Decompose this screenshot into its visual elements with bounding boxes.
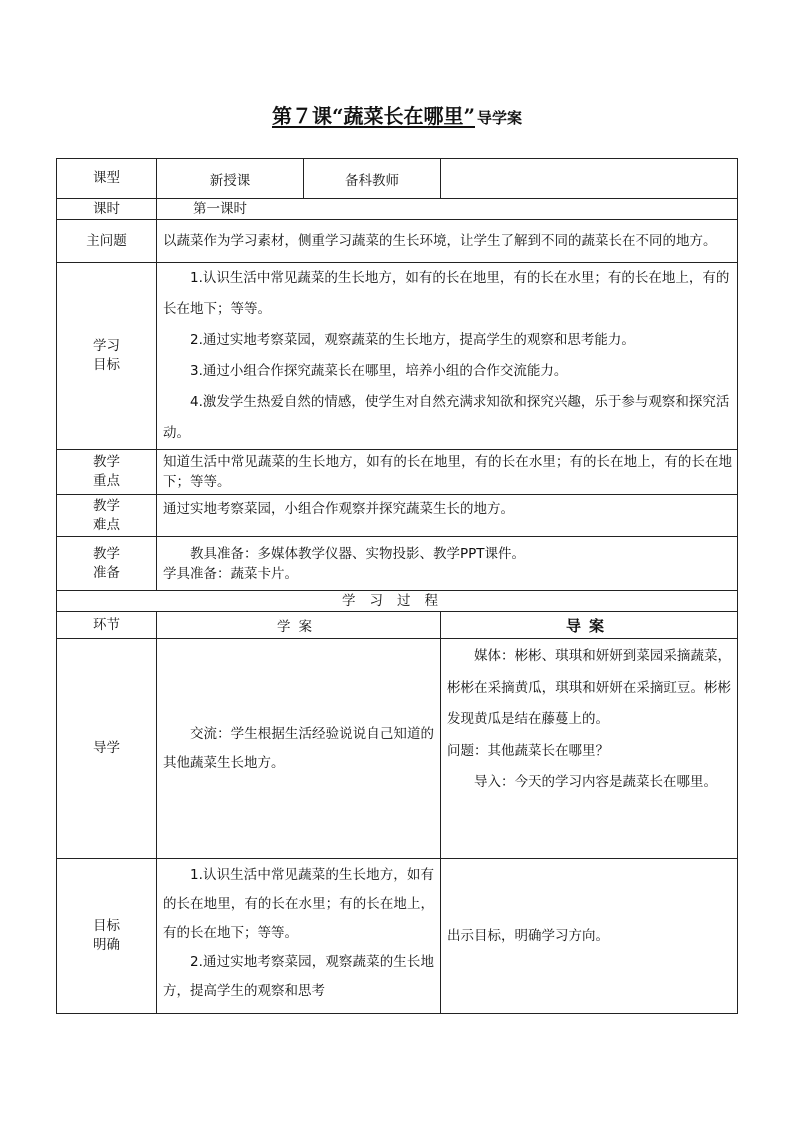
process-heading: 学习过程	[57, 591, 738, 612]
lesson-subtitle: 导学案	[477, 109, 523, 127]
guide-intro	[441, 639, 738, 859]
preparation-row	[57, 537, 738, 591]
lesson-plan-table	[56, 158, 738, 1014]
preparation-value	[157, 537, 738, 591]
difficulties-value: 通过实地考察菜园，小组合作观察并探究蔬菜生长的地方。	[157, 495, 738, 537]
preparation-label: 教学 准备	[57, 537, 157, 591]
theme-value: 以蔬菜作为学习素材，侧重学习蔬菜的生长环境，让学生了解到不同的蔬菜长在不同的地方。	[157, 220, 738, 263]
teacher-preparation: 教具准备：多媒体教学仪器、实物投影、教学PPT课件。	[190, 545, 526, 562]
difficulties-row	[57, 495, 738, 537]
goals-row	[57, 263, 738, 450]
guide-media: 媒体：彬彬、琪琪和妍妍到菜园采摘蔬菜，彬彬在采摘黄瓜，琪琪和妍妍在采摘豇豆。彬彬发现黄瓜是结在藤蔓上的。	[447, 648, 731, 727]
process-column-header-row	[57, 612, 738, 639]
teacher-value	[441, 159, 738, 199]
key-points-row	[57, 450, 738, 495]
difficulties-label: 教学 难点	[57, 495, 157, 537]
col-study-header: 学案	[157, 612, 441, 639]
goal-item: 2.通过实地考察菜园，观察蔬菜的生长地方，提高学生的观察和思考能力。	[190, 332, 635, 348]
study-goals: 1.认识生活中常见蔬菜的生长地方，如有的长在地里，有的长在水里；有的长在地上，有的长在地下；等等。 2.通过实地考察菜园，观察蔬菜的生长地方，提高学生的观察和思考	[157, 859, 441, 1014]
col-guide-header: 导案	[441, 612, 738, 639]
theme-label: 主问题	[57, 220, 157, 263]
stage-intro: 导学	[57, 639, 157, 859]
process-row-goals	[57, 859, 738, 1014]
goals-list	[157, 263, 738, 450]
goals-label: 学习 目标	[57, 263, 157, 450]
goal-item: 4.激发学生热爱自然的情感，使学生对自然充满求知欲和探究兴趣，乐于参与观察和探究活动。	[163, 394, 730, 441]
col-stage-header: 环节	[57, 612, 157, 639]
student-preparation: 学具准备：蔬菜卡片。	[163, 565, 298, 582]
info-row-period	[57, 199, 738, 220]
guide-question: 问题：其他蔬菜长在哪里？	[447, 742, 609, 759]
key-points-label: 教学 重点	[57, 450, 157, 495]
type-label: 课型	[57, 159, 157, 199]
lesson-title: 第７课“蔬菜长在哪里”	[271, 104, 475, 128]
study-intro: 交流：学生根据生活经验说说自己知道的其他蔬菜生长地方。	[157, 639, 441, 859]
process-heading-row	[57, 591, 738, 612]
info-row-theme	[57, 220, 738, 263]
guide-lead-in: 导入：今天的学习内容是蔬菜长在哪里。	[474, 774, 717, 790]
teacher-label: 备科教师	[304, 159, 441, 199]
goal-item: 1.认识生活中常见蔬菜的生长地方，如有的长在地里，有的长在水里；有的长在地上，有的长在地下；等等。	[163, 270, 730, 317]
guide-goals: 出示目标，明确学习方向。	[441, 859, 738, 1014]
document-title	[0, 100, 794, 129]
period-value: 第一课时	[157, 199, 738, 220]
info-row-type	[57, 159, 738, 199]
period-label: 课时	[57, 199, 157, 220]
process-row-intro	[57, 639, 738, 859]
stage-goals: 目标 明确	[57, 859, 157, 1014]
goal-item: 3.通过小组合作探究蔬菜长在哪里，培养小组的合作交流能力。	[190, 363, 568, 379]
key-points-value: 知道生活中常见蔬菜的生长地方，如有的长在地里，有的长在水里；有的长在地上，有的长在地下；等等。	[157, 450, 738, 495]
type-value: 新授课	[157, 159, 304, 199]
